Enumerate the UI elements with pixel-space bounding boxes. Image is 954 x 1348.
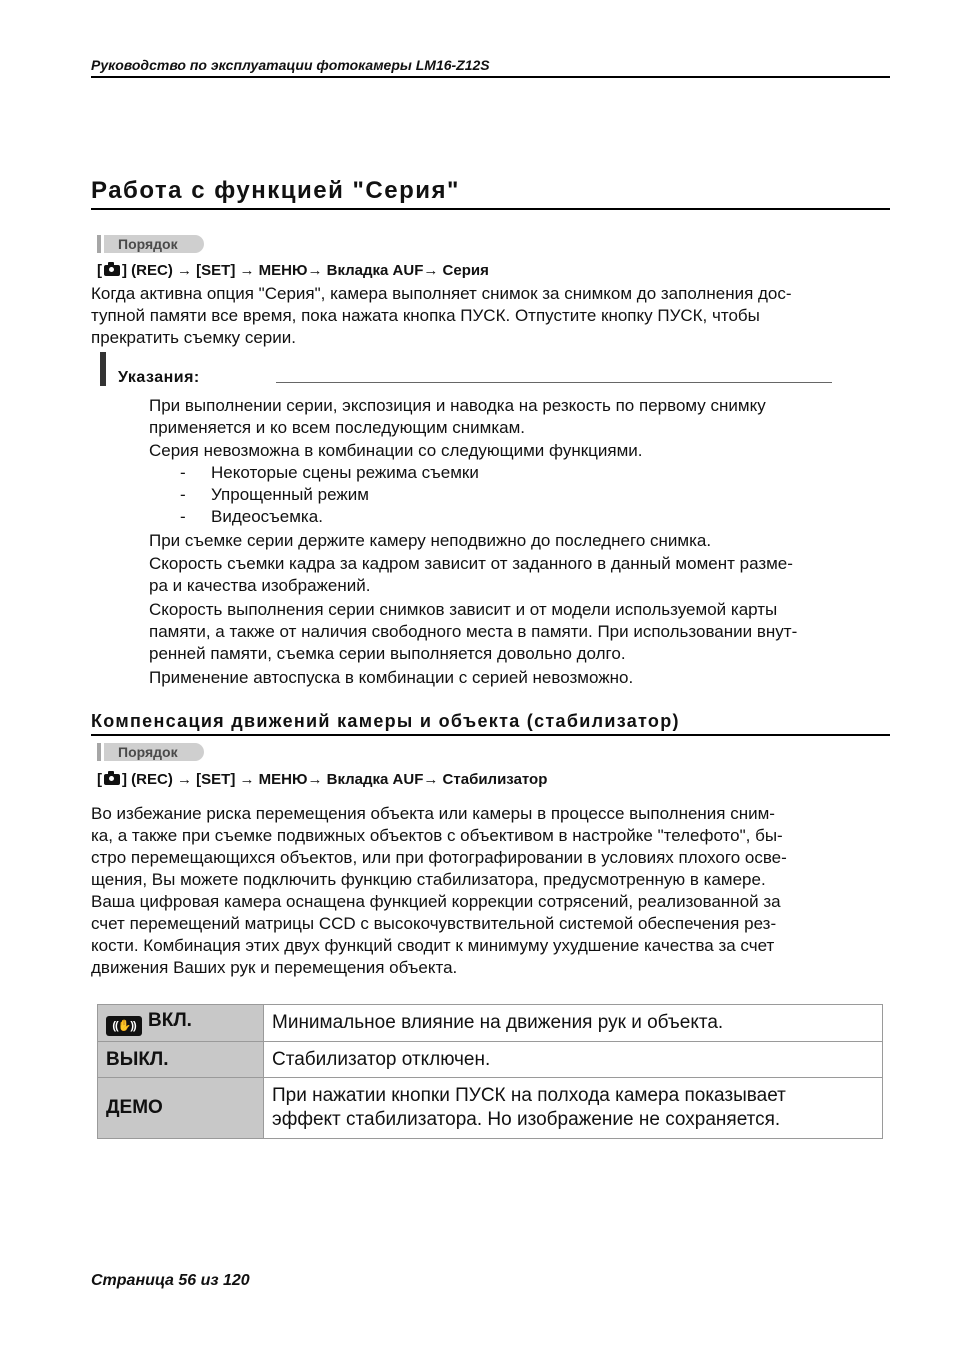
- running-header: Руководство по эксплуатации фотокамеры LM16-Z12S: [91, 57, 890, 78]
- dash-marker: -: [180, 485, 186, 504]
- option-key: [98, 1042, 264, 1078]
- note-3: При съемке серии держите камеру неподвижно до последнего снимка.: [149, 531, 712, 550]
- text-line: эффект стабилизатора. Но изображение не сохраняется.: [272, 1109, 781, 1130]
- table-row: [98, 1078, 883, 1139]
- list-item-text: Некоторые сцены режима съемки: [211, 463, 479, 482]
- option-key: [98, 1078, 264, 1139]
- note-4: [149, 553, 889, 597]
- path-text: ] (REC) → [SET] → МЕНЮ→ Вкладка AUF→ Серия: [122, 262, 489, 279]
- text-line: При нажатии кнопки ПУСК на полхода камера показывает: [272, 1085, 786, 1106]
- text-line: Скорость съемки кадра за кадром зависит от заданного в данный момент разме-: [149, 554, 793, 573]
- text-line: прекратить съемку серии.: [91, 328, 296, 347]
- path-open-bracket: [: [97, 771, 102, 788]
- procedure-badge: [97, 235, 204, 253]
- dash-marker: -: [180, 463, 186, 482]
- dash-marker: -: [180, 507, 186, 526]
- procedure-label: Порядок: [104, 743, 204, 761]
- stabilizer-options-table: [97, 1004, 883, 1139]
- option-key-text: ДЕМО: [106, 1097, 163, 1118]
- text-line: ра и качества изображений.: [149, 576, 371, 595]
- stabilizer-hand-icon: ((✋)): [106, 1016, 142, 1036]
- path-open-bracket: [: [97, 262, 102, 279]
- list-item-text: Видеосъемка.: [211, 507, 323, 526]
- text-line: применяется и ко всем последующим снимкам.: [149, 418, 526, 437]
- text-line: движения Ваших рук и перемещения объекта.: [91, 958, 458, 977]
- menu-path: [97, 771, 547, 789]
- text-line: стро перемещающихся объектов, или при фотографировании в условиях плохого осве-: [91, 848, 787, 867]
- table-row: [98, 1042, 883, 1078]
- table-row: [98, 1005, 883, 1042]
- list-item-text: Упрощенный режим: [211, 485, 369, 504]
- section-title-stabilizer: Компенсация движений камеры и объекта (стабилизатор): [91, 709, 890, 736]
- page-footer: Страница 56 из 120: [91, 1272, 250, 1289]
- text-line: При выполнении серии, экспозиция и наводка на резкость по первому снимку: [149, 396, 766, 415]
- section-title-burst: Работа с функцией "Серия": [91, 176, 890, 210]
- note-2: Серия невозможна в комбинации со следующими функциями.: [149, 441, 643, 460]
- text-line: щения, Вы можете подключить функцию стабилизатора, предусмотренную в камере.: [91, 870, 766, 889]
- camera-icon: [104, 774, 120, 785]
- stabilizer-intro: [91, 803, 887, 979]
- option-key: [98, 1005, 264, 1042]
- list-item: [180, 462, 479, 484]
- text-line: Когда активна опция "Серия", камера выполняет снимок за снимком до заполнения дос-: [91, 284, 792, 303]
- text-line: ка, а также при съемке подвижных объектов с объективом в настройке "телефото", бы-: [91, 826, 783, 845]
- text-line: Ваша цифровая камера оснащена функцией коррекции сотрясений, реализованной за: [91, 892, 781, 911]
- path-text: ] (REC) → [SET] → МЕНЮ→ Вкладка AUF→ Стабилизатор: [122, 771, 548, 788]
- text-line: Стабилизатор отключен.: [272, 1048, 491, 1070]
- text-line: кости. Комбинация этих двух функций сводит к минимуму ухудшение качества за счет: [91, 936, 775, 955]
- text-line: памяти, а также от наличия свободного места в памяти. При использовании внут-: [149, 622, 798, 641]
- notes-bar: [100, 352, 106, 386]
- text-line: тупной памяти все время, пока нажата кнопка ПУСК. Отпустите кнопку ПУСК, чтобы: [91, 306, 760, 325]
- option-description: [264, 1042, 883, 1078]
- notes-rule: [276, 382, 832, 383]
- badge-bar: [97, 743, 101, 761]
- list-item: [180, 506, 323, 528]
- text-line: счет перемещений матрицы CCD с высокочувствительной системой обеспечения рез-: [91, 914, 777, 933]
- note-6: Применение автоспуска в комбинации с серией невозможно.: [149, 668, 634, 687]
- option-description: [264, 1005, 883, 1042]
- option-key-text: ВЫКЛ.: [106, 1048, 169, 1070]
- camera-icon: [104, 265, 120, 276]
- menu-path: [97, 262, 489, 280]
- note-5: [149, 599, 889, 665]
- option-description: [264, 1078, 883, 1139]
- badge-bar: [97, 235, 101, 253]
- procedure-badge: [97, 743, 204, 761]
- text-line: Минимальное влияние на движения рук и объекта.: [272, 1012, 724, 1033]
- list-item: [180, 484, 369, 506]
- option-key-text: ВКЛ.: [148, 1010, 192, 1031]
- text-line: Скорость выполнения серии снимков зависит и от модели используемой карты: [149, 600, 778, 619]
- note-1: [149, 395, 889, 439]
- notes-header: [100, 352, 835, 386]
- text-line: ренней памяти, съемка серии выполняется довольно долго.: [149, 644, 626, 663]
- burst-intro: [91, 283, 887, 349]
- notes-label: Указания:: [118, 369, 200, 386]
- text-line: Во избежание риска перемещения объекта или камеры в процессе выполнения сним-: [91, 804, 775, 823]
- procedure-label: Порядок: [104, 235, 204, 253]
